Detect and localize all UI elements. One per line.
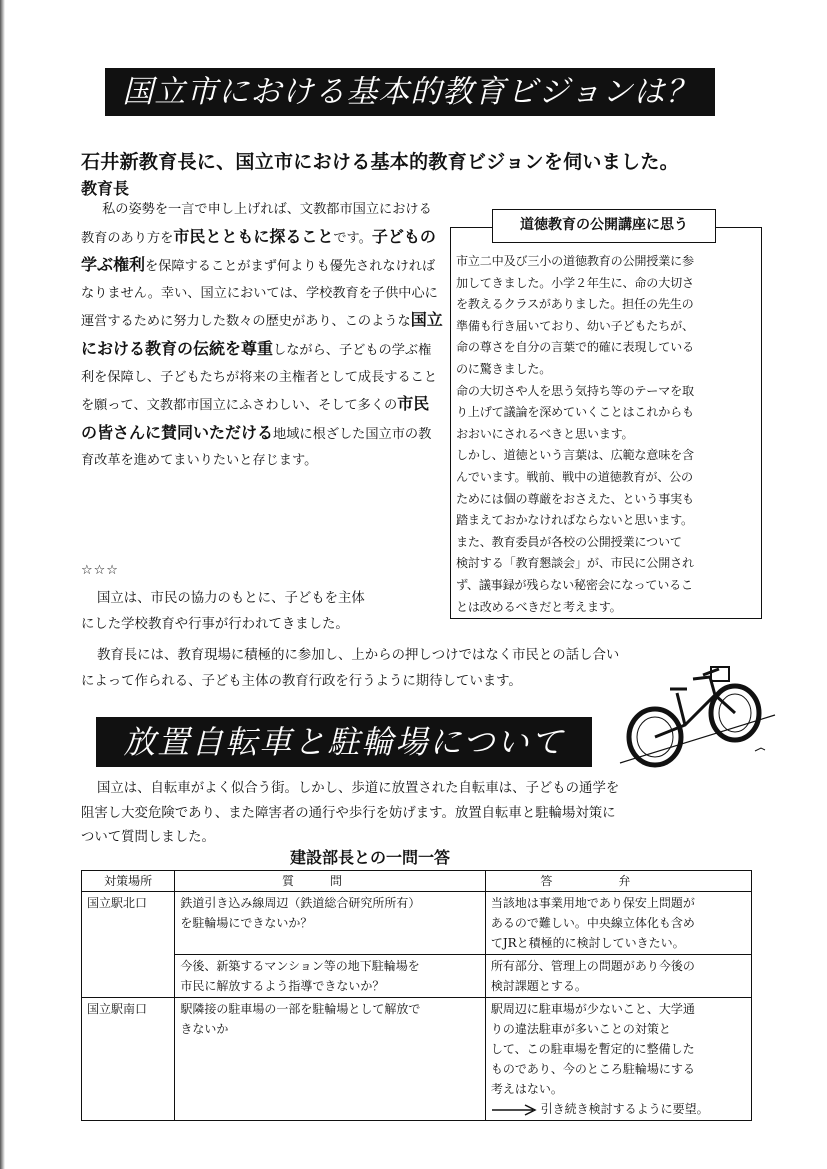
question-cell xyxy=(175,892,486,955)
box-line: ず、議事録が残らない秘密会になっているこ xyxy=(456,577,693,592)
answer-cell xyxy=(485,998,751,1121)
section-2-intro xyxy=(81,777,619,851)
answer-line: あるので難しい。中央線立体化も含め xyxy=(490,916,695,930)
commentary-line: 教育長には、教育現場に積極的に参加し、上からの押しつけではなく市民との話し合い xyxy=(97,648,620,663)
moral-education-box-body xyxy=(456,251,760,618)
answer-emphasis: 国立における教育の伝統を尊重 xyxy=(81,310,443,358)
question-line: 市民に解放するよう指導できないか？ xyxy=(180,979,385,993)
box-line: また、教育委員が各校の公開授業について xyxy=(456,534,682,549)
box-line: を教えるクラスがありました。担任の先生の xyxy=(456,297,694,312)
box-line: ためには個の尊厳をおさえた、という事実も xyxy=(456,491,694,506)
box-line: 加してきました。小学２年生に、命の大切さ xyxy=(456,275,694,290)
table-row xyxy=(82,955,752,998)
answer-emphasis: 市民の皆さんに賛同いただける xyxy=(81,394,430,442)
answer-text: を保障することがまず何よりも優先されなければなりません。幸い、国立においては、学校教育を子供中心に運営するために努力した数々の歴史があり、このような xyxy=(81,259,438,330)
place-cell: 国立駅北口 xyxy=(82,892,175,998)
speaker-label: 教育長 xyxy=(81,179,130,198)
box-line: とは改めるべきだと考えます。 xyxy=(456,599,622,614)
box-line: 踏まえておかなければならないと思います。 xyxy=(456,513,693,528)
table-header-row xyxy=(82,871,752,892)
header-place: 対策場所 xyxy=(82,871,175,892)
commentary-line: 国立は、市民の協力のもとに、子どもを主体 xyxy=(97,591,365,606)
answer-cell xyxy=(485,955,751,998)
superintendent-answer xyxy=(81,197,443,475)
header-answer xyxy=(485,871,751,892)
box-line: 準備も行き届いており、幼い子どもたちが、 xyxy=(456,318,694,333)
bicycle-illustration xyxy=(615,665,780,770)
box-line: 市立二中及び三小の道徳教育の公開授業に参 xyxy=(456,254,694,268)
commentary-line: にした学校教育や行事が行われてきました。 xyxy=(81,617,349,632)
answer-emphasis: 市民とともに探ること xyxy=(173,226,334,246)
box-line: んでいます。戦前、戦中の道徳教育が、公の xyxy=(456,469,693,484)
followup-line xyxy=(491,1099,746,1119)
answer-line: して、この駐車場を暫定的に整備した xyxy=(490,1042,695,1056)
answer-line: ものであり、今のところ駐輪場にする xyxy=(490,1062,695,1076)
section-divider-stars: ☆☆☆ xyxy=(81,563,119,578)
followup-text: 引き続き検討するように要望。 xyxy=(540,1102,709,1116)
answer-line: りの違法駐車が多いことの対策と xyxy=(490,1022,671,1036)
answer-text: しながら、子どもの学ぶ権利を保障し、子どもたちが将来の主権者として成長することを願って、文教都市国立にふさわしい、そして多くの xyxy=(81,342,438,414)
commentary-line: によって作られる、子ども主体の教育行政を行うように期待しています。 xyxy=(81,674,522,689)
header-question xyxy=(175,871,486,892)
header-question-label: 質問 xyxy=(282,874,379,888)
qa-table xyxy=(81,870,752,1121)
answer-emphasis: 子どもの学ぶ権利 xyxy=(81,226,436,275)
answer-line: 駅周辺に駐車場が少ないこと、大学通 xyxy=(490,1002,695,1016)
answer-line: 考えはない。 xyxy=(490,1082,563,1096)
box-line: おおいにされるべきと思います。 xyxy=(456,426,634,441)
answer-line: てJRと積極的に検討していきたい。 xyxy=(490,936,685,950)
qa-table-title: 建設部長との一問一答 xyxy=(290,848,451,867)
section-1-banner: 国立市における基本的教育ビジョンは？ xyxy=(105,68,715,116)
intro-line: 国立は、自転車がよく似合う街。しかし、歩道に放置された自転車は、子どもの通学を xyxy=(97,781,620,796)
box-line: 検討する「教育懇談会」が、市民に公開され xyxy=(456,556,694,571)
header-answer-label: 答弁 xyxy=(540,874,697,888)
box-line: 命の大切さや人を思う気持ち等のテーマを取 xyxy=(456,383,694,398)
question-line: 今後、新築するマンション等の地下駐輪場を xyxy=(180,959,420,973)
answer-line: 所有部分、管理上の問題があり今後の xyxy=(490,959,695,973)
question-line: 鉄道引き込み線周辺（鉄道総合研究所所有） xyxy=(180,896,421,910)
table-row xyxy=(82,892,752,955)
answer-cell xyxy=(485,892,751,955)
question-line: 駅隣接の駐車場の一部を駐輪場として解放で xyxy=(180,1002,421,1016)
question-line: を駐輪場にできないか？ xyxy=(180,916,313,930)
answer-text: です。 xyxy=(333,230,372,246)
section-1-subtitle: 石井新教育長に、国立市における基本的教育ビジョンを伺いました。 xyxy=(81,151,679,173)
box-line: 命の尊さを自分の言葉で的確に表現している xyxy=(456,340,694,355)
table-row xyxy=(82,998,752,1121)
question-cell xyxy=(175,955,486,998)
section-2-banner: 放置自転車と駐輪場について xyxy=(96,717,592,767)
box-line: のに驚きました。 xyxy=(456,361,552,376)
answer-line: 検討課題とする。 xyxy=(490,979,587,993)
intro-line: 阻害し大変危険であり、また障害者の通行や歩行を妨げます。放置自転車と駐輪場対策に xyxy=(81,805,616,821)
answer-text: 私の姿勢を一言で申し上げれば、文教都市国立における教育のあり方を xyxy=(81,202,432,246)
scan-edge-shadow xyxy=(0,0,5,1169)
answer-text: 地域に根ざした国立市の教育改革を進めてまいりたいと存じます。 xyxy=(81,426,432,469)
box-line: り上げて議論を深めていくことはこれからも xyxy=(456,405,694,420)
question-line: きないか xyxy=(180,1022,229,1036)
question-cell xyxy=(175,998,486,1121)
intro-line: ついて質問しました。 xyxy=(81,830,215,846)
box-line: しかし、道徳という言葉は、広範な意味を含 xyxy=(456,448,694,463)
moral-education-box-title: 道徳教育の公開講座に思う xyxy=(492,209,716,243)
place-cell: 国立駅南口 xyxy=(82,998,175,1121)
arrow-right-icon xyxy=(491,1104,537,1116)
answer-line: 当該地は事業用地であり保安上問題が xyxy=(490,896,695,910)
